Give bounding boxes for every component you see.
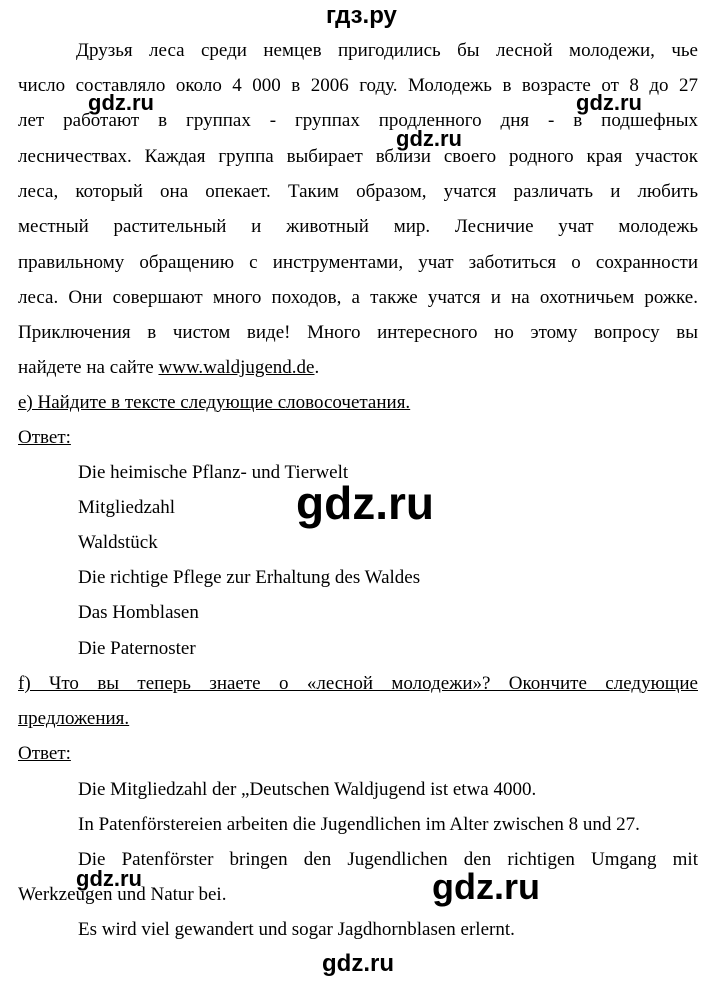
answer-label: Ответ: — [18, 427, 71, 448]
answer-label: Ответ: — [18, 743, 71, 764]
paragraph-line: Друзья леса среди немцев пригодились бы лесной молодежи, чье — [76, 40, 698, 61]
paragraph-text: найдете на сайте — [18, 357, 154, 378]
task-f-heading: f) Что вы теперь знаете о «лесной молодежи»? Окончите следующие — [18, 673, 698, 694]
answer-sentence: Die Mitgliedzahl der „Deutschen Waldjugend ist etwa 4000. — [78, 779, 537, 800]
answer-sentence: Es wird viel gewandert und sogar Jagdhornblasen erlernt. — [78, 919, 515, 940]
paragraph-line: правильному обращению с инструментами, учат заботиться о сохранности — [18, 252, 698, 273]
answer-item: Das Homblasen — [78, 602, 199, 623]
answer-item: Die Paternoster — [78, 638, 196, 659]
paragraph-line: лет работают в группах - группах продленного дня - в подшефных — [18, 110, 698, 131]
answer-item: Mitgliedzahl — [78, 497, 176, 518]
task-e-heading: e) Найдите в тексте следующие словосочетания. — [18, 392, 411, 413]
task-f-heading: предложения. — [18, 708, 130, 729]
paragraph-line — [18, 357, 319, 379]
paragraph-line: Приключения в чистом виде! Много интересного но этому вопросу вы — [18, 322, 698, 343]
watermark-small: gdz.ru — [396, 126, 462, 151]
paragraph-line: число составляло около 4 000 в 2006 году. Молодежь в возрасте от 8 до 27 — [18, 75, 698, 96]
website-link[interactable]: www.waldjugend.de — [158, 357, 315, 378]
answer-sentence: In Patenförstereien arbeiten die Jugendlichen im Alter zwischen 8 und 27. — [78, 814, 640, 835]
watermark-top: гдз.ру — [326, 2, 397, 29]
watermark-bottom: gdz.ru — [322, 950, 394, 977]
watermark-large: gdz.ru — [432, 866, 540, 907]
watermark-small: gdz.ru — [576, 90, 642, 115]
paragraph-line: лесничествах. Каждая группа выбирает вблизи своего родного края участок — [18, 146, 698, 167]
paragraph-line: леса. Они совершают много походов, а также учатся и на охотничьем рожке. — [18, 287, 698, 308]
answer-item: Waldstück — [78, 532, 158, 553]
watermark-large: gdz.ru — [296, 477, 434, 529]
answer-item: Die richtige Pflege zur Erhaltung des Waldes — [78, 567, 421, 588]
paragraph-text: . — [314, 357, 320, 378]
answer-sentence: Die Patenförster bringen den Jugendlichen den richtigen Umgang mit — [78, 849, 698, 870]
paragraph-line: местный растительный и животный мир. Лесничие учат молодежь — [18, 216, 698, 237]
answer-item: Die heimische Pflanz- und Tierwelt — [78, 462, 349, 483]
watermark-small: gdz.ru — [88, 90, 154, 115]
answer-sentence: Werkzeugen und Natur bei. — [18, 884, 227, 905]
paragraph-line: леса, который она опекает. Таким образом, учатся различать и любить — [18, 181, 698, 202]
watermark-small: gdz.ru — [76, 866, 142, 891]
